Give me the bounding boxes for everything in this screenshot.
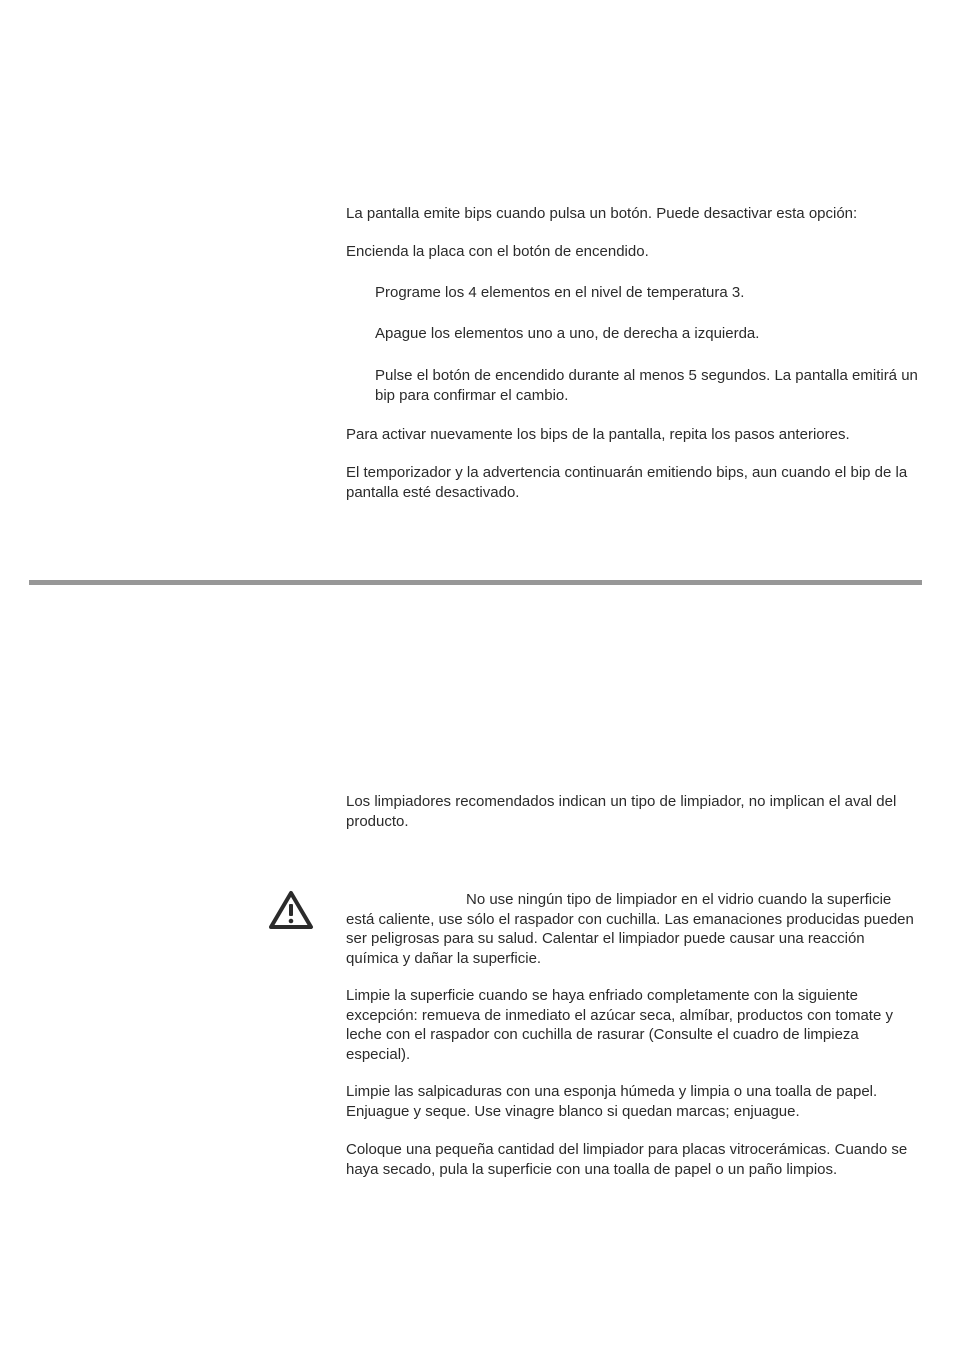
warning-text: No use ningún tipo de limpiador en el vidrio cuando la superficie está caliente, use sólo el raspador con cuchilla. Las emanaciones producidas pueden ser peligrosas para su salud. Calentar el limpiador puede causar una reacción química y dañar la superficie. bbox=[346, 891, 914, 967]
step-2: Apague los elementos uno a uno, de derecha a izquierda. bbox=[375, 325, 760, 342]
beep-intro: La pantalla emite bips cuando pulsa un botón. Puede desactivar esta opción: bbox=[346, 205, 858, 222]
step-power-on: Encienda la placa con el botón de encendido. bbox=[346, 243, 649, 260]
reactivate-text: Para activar nuevamente los bips de la pantalla, repita los pasos anteriores. bbox=[346, 426, 850, 443]
cleaner-disclaimer: Los limpiadores recomendados indican un tipo de limpiador, no implican el aval del producto. bbox=[346, 793, 897, 830]
spills-text: Limpie las salpicaduras con una esponja húmeda y limpia o una toalla de papel. Enjuague y seque. Use vinagre blanco si quedan marcas; enjuague. bbox=[346, 1083, 878, 1120]
polish-text: Coloque una pequeña cantidad del limpiador para placas vitrocerámicas. Cuando se haya secado, pula la superficie con una toalla de papel o un paño limpios. bbox=[346, 1141, 908, 1178]
section-divider bbox=[29, 580, 922, 585]
timer-note: El temporizador y la advertencia continuarán emitiendo bips, aun cuando el bip de la pantalla esté desactivado. bbox=[346, 464, 908, 501]
warning-triangle-icon bbox=[268, 890, 314, 930]
step-3: Pulse el botón de encendido durante al menos 5 segundos. La pantalla emitirá un bip para confirmar el cambio. bbox=[375, 367, 918, 404]
cool-clean-text: Limpie la superficie cuando se haya enfriado completamente con la siguiente excepción: remueva de inmediato el azúcar seca, almíbar, productos con tomate y leche con el raspador con cuchilla de rasurar (Consulte el cuadro de limpieza especial). bbox=[346, 987, 893, 1063]
step-1: Programe los 4 elementos en el nivel de temperatura 3. bbox=[375, 284, 745, 301]
